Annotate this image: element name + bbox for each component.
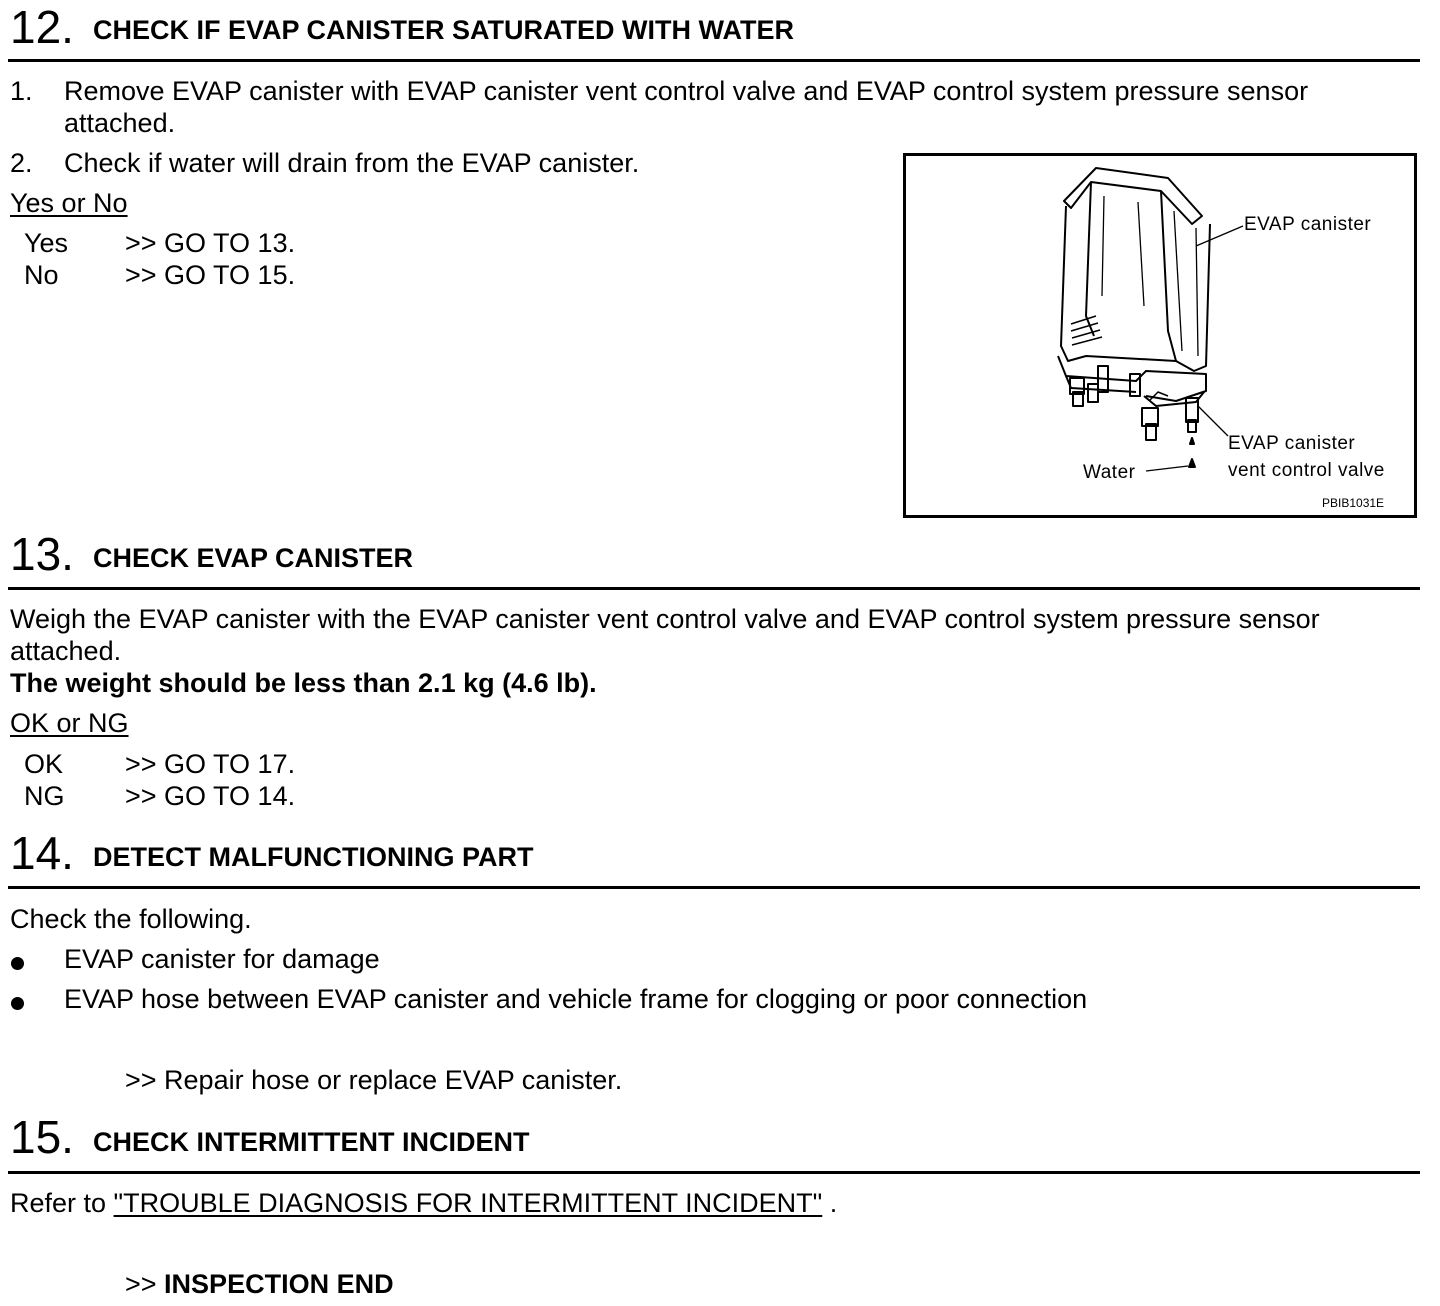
ng-goto: >> GO TO 14. [125,781,296,811]
section-13-rule [8,587,1420,590]
figure-label-evap-canister: EVAP canister [1244,214,1372,235]
ng-label: NG [24,781,65,811]
step-1-number: 1. [10,76,33,106]
ok-ng-label: OK or NG [10,708,129,738]
no-label: No [24,260,59,290]
section-13-title: CHECK EVAP CANISTER [93,543,414,573]
section-14-intro: Check the following. [10,904,252,934]
section-13-text-line1: Weigh the EVAP canister with the EVAP canister vent control valve and EVAP control system pressure sensor [10,604,1320,634]
step-1-text-line1: Remove EVAP canister with EVAP canister vent control valve and EVAP control system pressure sensor [64,76,1309,106]
figure-label-vent-valve-line2: vent control valve [1228,460,1385,481]
section-15-title: CHECK INTERMITTENT INCIDENT [93,1127,530,1157]
yes-goto: >> GO TO 13. [125,228,296,258]
step-1-text-line2: attached. [64,108,176,138]
section-12-rule [8,59,1420,62]
figure-label-water: Water [1083,462,1136,483]
figure-code: PBIB1031E [1322,496,1385,510]
bullet-2-text: EVAP hose between EVAP canister and vehicle frame for clogging or poor connection [64,984,1088,1014]
section-15-number: 15. [10,1111,74,1163]
bullet-dot [11,997,24,1010]
inspection-end-line [125,1268,394,1300]
bullet-1-text: EVAP canister for damage [64,944,380,974]
section-14-action: >> Repair hose or replace EVAP canister. [125,1065,623,1095]
bullet-dot [11,957,24,970]
no-goto: >> GO TO 15. [125,260,296,290]
figure-label-vent-valve-line1: EVAP canister [1228,433,1356,454]
section-13-text-line2: attached. [10,636,122,666]
refer-line [10,1187,837,1219]
refer-prefix: Refer to [10,1188,114,1218]
evap-canister-figure [903,153,1417,518]
section-14-number: 14. [10,827,74,879]
ok-goto: >> GO TO 17. [125,749,296,779]
section-12-title: CHECK IF EVAP CANISTER SATURATED WITH WATER [93,15,794,45]
section-15-rule [8,1171,1420,1174]
step-2-text: Check if water will drain from the EVAP canister. [64,148,640,178]
ok-label: OK [24,749,64,779]
yes-label: Yes [24,228,69,258]
weight-spec: The weight should be less than 2.1 kg (4.6 lb). [10,668,597,698]
step-2-number: 2. [10,148,33,178]
inspection-end-label: INSPECTION END [164,1269,394,1299]
section-14-rule [8,886,1420,889]
section-12-number: 12. [10,1,74,53]
section-14-title: DETECT MALFUNCTIONING PART [93,842,534,872]
refer-suffix: . [822,1188,838,1218]
trouble-diagnosis-link[interactable]: "TROUBLE DIAGNOSIS FOR INTERMITTENT INCIDENT" [113,1188,823,1218]
section-13-number: 13. [10,528,74,580]
yes-no-label: Yes or No [10,188,128,218]
inspection-end-prefix: >> [125,1269,165,1299]
